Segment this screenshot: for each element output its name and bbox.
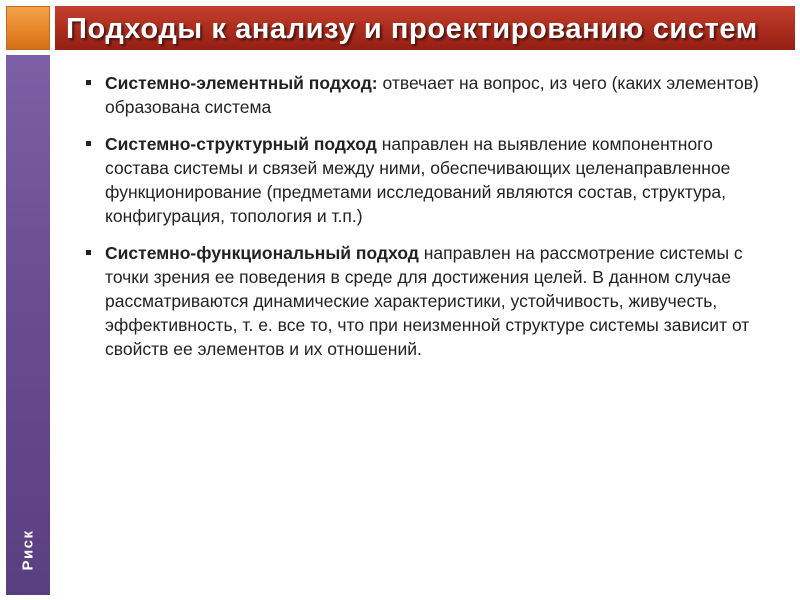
square-bullet-icon bbox=[86, 250, 91, 255]
bullet-term: Системно-элементный подход: bbox=[105, 73, 378, 93]
side-label: Риск bbox=[19, 529, 37, 571]
bullet-text: отвечает на вопрос, из чего (каких элементов) образована система bbox=[105, 73, 759, 117]
bullet-item-element-approach bbox=[85, 71, 770, 119]
bullet-item-functional-approach bbox=[85, 241, 770, 361]
side-bar bbox=[6, 55, 50, 595]
square-bullet-icon bbox=[86, 80, 91, 85]
orange-accent-square bbox=[6, 6, 50, 50]
bullet-text: направлен на выявление компонентного состава системы и связей между ними, обеспечивающих целенаправленное функционирование (предметами исследований являются состав, структура, конфигурация, топология и т.п.) bbox=[105, 134, 731, 226]
bullet-term: Системно-функциональный подход bbox=[105, 243, 419, 263]
bullet-text: направлен на рассмотрение системы с точки зрения ее поведения в среде для достижения целей. В данном случае рассматриваются динамические характеристики, устойчивость, живучесть, эффективность, т. е. все то, что при неизменной структуре системы зависит от свойств ее элементов и их отношений. bbox=[105, 243, 750, 359]
bullet-item-structural-approach bbox=[85, 132, 770, 228]
square-bullet-icon bbox=[86, 141, 91, 146]
bullet-term: Системно-структурный подход bbox=[105, 134, 377, 154]
slide-title: Подходы к анализу и проектированию систем bbox=[66, 13, 758, 45]
bullet-list bbox=[85, 71, 770, 374]
